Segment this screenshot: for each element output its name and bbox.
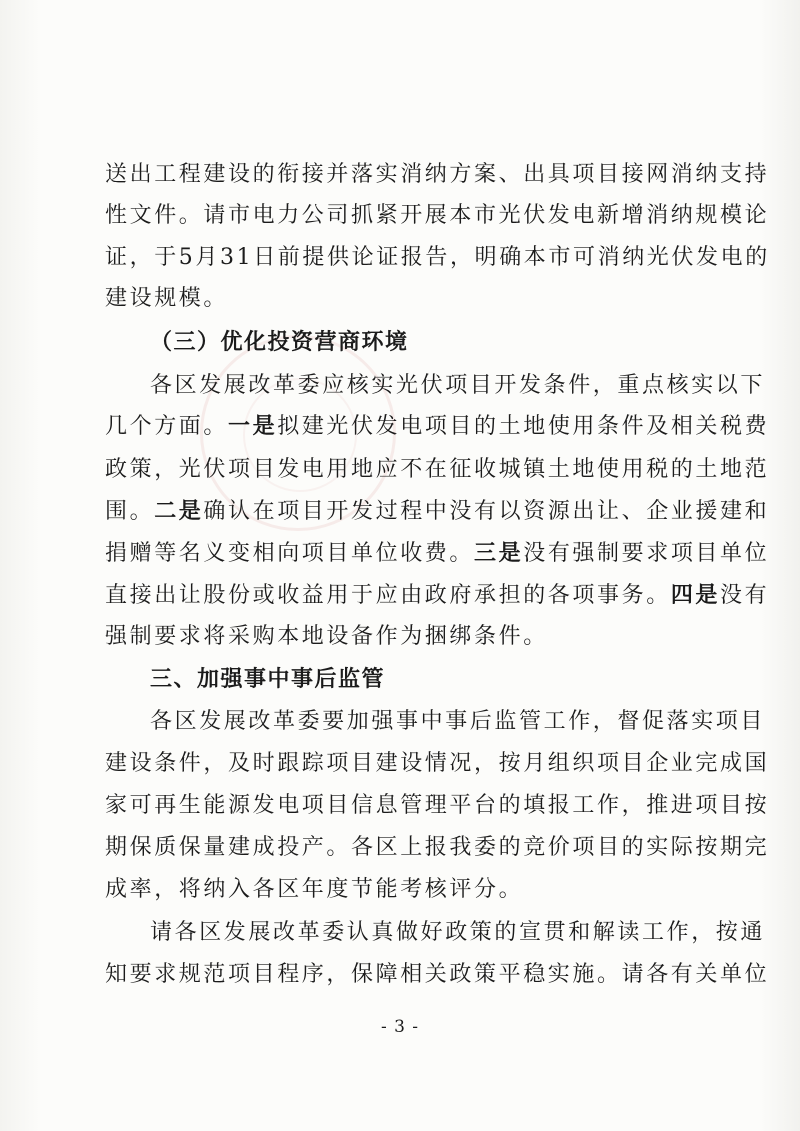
text-line: 期保质保量建成投产。各区上报我委的竞价项目的实际按期完 [105, 835, 770, 860]
text-line: 各区发展改革委应核实光伏项目开发条件，重点核实以下 [150, 373, 766, 398]
text-line: 性文件。请市电力公司抓紧开展本市光伏发电新增消纳规模论 [105, 203, 770, 228]
text-line: 直接出让股份或收益用于应由政府承担的各项事务。四是没有 [105, 583, 770, 608]
text-line: 政策，光伏项目发电用地应不在征收城镇土地使用税的土地范 [105, 457, 770, 482]
text-line: 几个方面。一是拟建光伏发电项目的土地使用条件及相关税费 [105, 414, 770, 439]
text-line: 建设条件，及时跟踪项目建设情况，按月组织项目企业完成国 [105, 751, 770, 776]
text-line: 家可再生能源发电项目信息管理平台的填报工作，推进项目按 [105, 793, 770, 818]
text-line: 送出工程建设的衔接并落实消纳方案、出具项目接网消纳支持 [105, 162, 770, 187]
section-heading: 三、加强事中事后监管 [150, 667, 386, 692]
text-line: 请各区发展改革委认真做好政策的宣贯和解读工作，按通 [150, 920, 766, 945]
page-number: - 3 - [380, 1017, 420, 1037]
text-line: 建设规模。 [105, 286, 229, 311]
text-line: 知要求规范项目程序，保障相关政策平稳实施。请各有关单位 [105, 962, 770, 987]
text-line: 成率，将纳入各区年度节能考核评分。 [105, 877, 524, 902]
text-line: 强制要求将采购本地设备作为捆绑条件。 [105, 624, 548, 649]
text-line: 各区发展改革委要加强事中事后监管工作，督促落实项目 [150, 709, 766, 734]
text-line: 捐赠等名义变相向项目单位收费。三是没有强制要求项目单位 [105, 541, 770, 566]
section-heading: （三）优化投资营商环境 [150, 330, 409, 355]
text-line: 围。二是确认在项目开发过程中没有以资源出让、企业援建和 [105, 499, 770, 524]
text-line: 证，于5月31日前提供论证报告，明确本市可消纳光伏发电的 [105, 245, 770, 270]
